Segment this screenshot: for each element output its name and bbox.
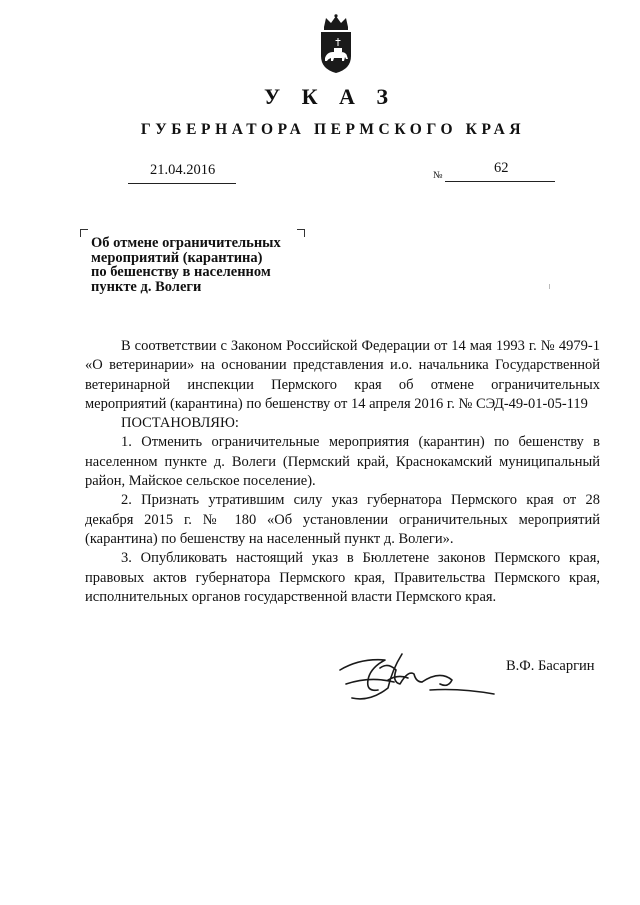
heading-corner-left [80,229,88,237]
heading-line: Об отмене ограничительных [91,235,281,251]
document-number: 62 [494,160,509,176]
signer-name: В.Ф. Басаргин [506,658,595,674]
handwritten-signature [330,640,500,710]
number-sign: № [433,170,443,181]
item-3-paragraph: 3. Опубликовать настоящий указ в Бюллетене законов Пермского края, правовых актов губернатора Пермского края, Правительства Пермского края, исполнительных органов государственной власти Пермского края. [85,550,600,605]
heading-line: мероприятий (карантина) [91,249,263,266]
margin-tick [549,284,550,289]
document-issuer: ГУБЕРНАТОРА ПЕРМСКОГО КРАЯ [140,121,526,138]
document-body [85,337,600,607]
item-1-paragraph: 1. Отменить ограничительные мероприятия (карантин) по бешенству в населенном пункте д. Волеги (Пермский край, Краснокамский муниципальный район, Майское сельское поселение). [85,434,600,490]
item-2-paragraph: 2. Признать утратившим силу указ губернатора Пермского края от 28 декабря 2015 г. № 180 «Об установлении ограничительных мероприятий (карантина) по бешенству на населенный пункт д. Волеги». [85,492,600,547]
document-title: У К А З [263,84,397,109]
decree-word: ПОСТАНОВЛЯЮ: [121,415,239,432]
date-underline [128,183,236,184]
number-underline [445,181,555,182]
heading-line: пункте д. Волеги [91,278,202,295]
document-date: 21.04.2016 [150,162,216,178]
coat-of-arms-icon [316,14,356,74]
document-heading [91,236,311,294]
heading-line: по бешенству в населенном [91,264,271,280]
preamble-paragraph: В соответствии с Законом Российской Федерации от 14 мая 1993 г. № 4979-1 «О ветеринарии» на основании представления и.о. начальника Государственной ветеринарной инспекции Пермского края об отмене ограничительных мероприятий (карантина) по бешенству от 14 апреля 2016 г. № СЭД-49-01-05-119 [85,338,600,412]
